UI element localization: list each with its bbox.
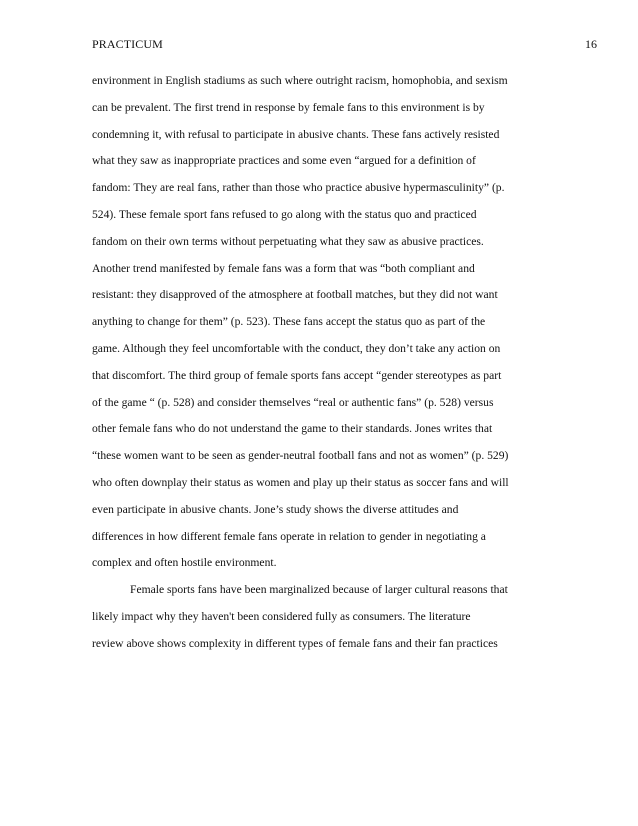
text-line: complex and often hostile environment. — [92, 556, 277, 570]
text-line: differences in how different female fans operate in relation to gender in negotiating a — [92, 529, 486, 543]
text-line: fandom: They are real fans, rather than those who practice abusive hypermasculinity” (p. — [92, 181, 505, 195]
text-line: who often downplay their status as women and play up their status as soccer fans and will — [92, 475, 509, 489]
text-line: environment in English stadiums as such where outright racism, homophobia, and sexism — [92, 74, 508, 87]
text-line: fandom on their own terms without perpetuating what they saw as abusive practices. — [92, 234, 484, 248]
text-line: 524). These female sport fans refused to go along with the status quo and practiced — [92, 207, 477, 221]
text-line: of the game “ (p. 528) and consider themselves “real or authentic fans” (p. 528) versus — [92, 395, 494, 409]
text-line: likely impact why they haven't been considered fully as consumers. The literature — [92, 609, 471, 623]
text-line: can be prevalent. The first trend in response by female fans to this environment is by — [92, 100, 485, 114]
text-line: resistant: they disapproved of the atmosphere at football matches, but they did not want — [92, 288, 498, 302]
running-head: PRACTICUM — [92, 37, 163, 51]
text-line: that discomfort. The third group of female sports fans accept “gender stereotypes as part — [92, 368, 502, 382]
text-line: review above shows complexity in different types of female fans and their fan practices — [92, 636, 498, 650]
text-line: game. Although they feel uncomfortable with the conduct, they don’t take any action on — [92, 341, 501, 355]
text-line: Another trend manifested by female fans was a form that was “both compliant and — [92, 261, 475, 275]
paragraph-first-line: Female sports fans have been marginalized because of larger cultural reasons that — [130, 583, 508, 597]
body-text — [92, 68, 562, 658]
text-line: anything to change for them” (p. 523). These fans accept the status quo as part of the — [92, 315, 486, 329]
text-line: “these women want to be seen as gender-neutral football fans and not as women” (p. 529) — [92, 449, 509, 463]
text-line: what they saw as inappropriate practices and some even “argued for a definition of — [92, 154, 476, 168]
page-number: 16 — [585, 37, 597, 51]
text-line: condemning it, with refusal to participate in abusive chants. These fans actively resisted — [92, 127, 500, 141]
text-line: other female fans who do not understand the game to their standards. Jones writes that — [92, 422, 493, 436]
text-line: even participate in abusive chants. Jone’s study shows the diverse attitudes and — [92, 502, 459, 516]
